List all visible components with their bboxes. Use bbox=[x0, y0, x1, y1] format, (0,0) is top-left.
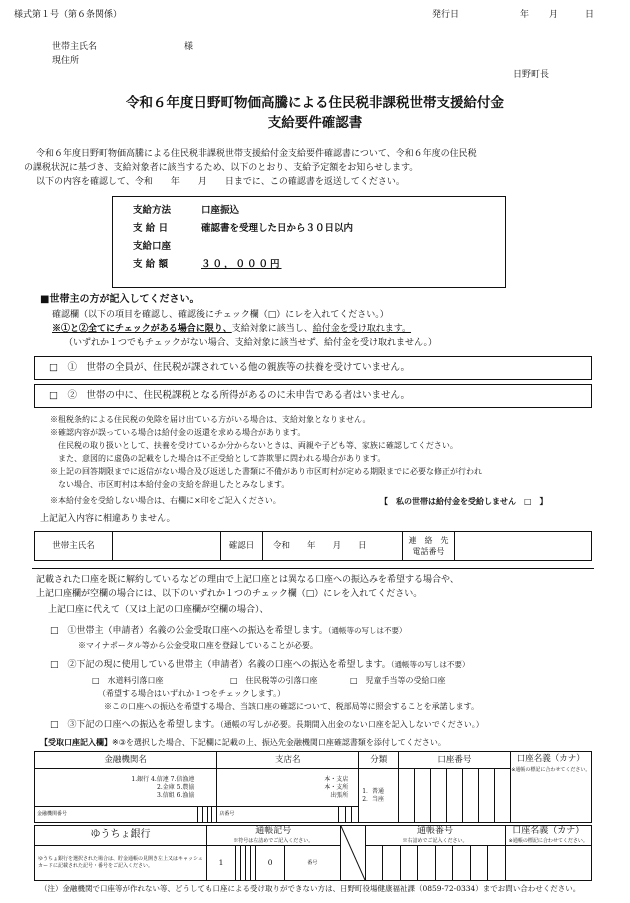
issue-month: 月 bbox=[549, 10, 559, 20]
intro-line-3: 以下の内容を確認して、令和 年 月 日までに、この確認書を返送してください。 bbox=[36, 177, 405, 187]
account-digit[interactable] bbox=[478, 769, 494, 823]
honorific: 様 bbox=[184, 42, 194, 52]
bank-name-header: 金融機関名 bbox=[35, 752, 217, 769]
yucho-kana-header: 口座名義（カナ） ※通帳の標記に合わせてください。 bbox=[505, 826, 591, 846]
branch-code-label: 店番号 bbox=[217, 807, 339, 823]
refuse-checkbox[interactable]: 【 私の世帯は給付金を受給しません □ 】 bbox=[380, 496, 548, 506]
bank-code-label: 金融機関番号 bbox=[35, 807, 198, 823]
form-number: 様式第１号（第６条関係） bbox=[14, 10, 123, 20]
yucho-bank-name: ゆうちょ銀行 bbox=[35, 826, 207, 846]
account-digit[interactable] bbox=[399, 769, 415, 823]
option-2-note-1: （希望する場合はいずれか１つをチェックします。） bbox=[98, 689, 286, 698]
account-digit[interactable] bbox=[462, 769, 478, 823]
account-digit[interactable] bbox=[431, 769, 447, 823]
slash-cell bbox=[340, 826, 365, 881]
option-2-choice-1[interactable]: □ 水道料引落口座 bbox=[92, 676, 164, 685]
section1-line3: （いずれか１つでもチェックがない場合、支給対象に該当せず、給付金を受け取れません。） bbox=[64, 338, 438, 348]
section1-line2: ※①と②全てにチェックがある場合に限り、支給対象に該当し、給付金を受け取れます。 bbox=[52, 324, 412, 334]
option-1[interactable]: □ ①世帯主（申請者）名義の公金受取口座への振込を希望します。（通帳等の写しは不要） bbox=[50, 626, 407, 636]
option-2-choice-2[interactable]: □ 住民税等の引落口座 bbox=[230, 676, 318, 685]
date-value: 確認書を受理した日から３０日以内 bbox=[201, 223, 354, 234]
bango-digit[interactable] bbox=[470, 846, 488, 881]
confirm-name-input[interactable] bbox=[113, 532, 221, 561]
option-2-note-2: ※この口座への振込を希望する場合、当該口座の確認について、税部局等に照会することを承諾します。 bbox=[104, 702, 480, 711]
class-header: 分類 bbox=[359, 752, 399, 769]
section1-line1: 確認欄（以下の項目を確認し、確認後にチェック欄（□）にレを入れてください。） bbox=[52, 310, 389, 320]
yucho-bango-header: 通帳番号 ※右詰めでご記入ください。 bbox=[365, 826, 505, 846]
option-2-choice-3[interactable]: □ 児童手当等の受給口座 bbox=[350, 676, 446, 685]
title-line-1: 令和６年度日野町物価高騰による住民税非課税世帯支援給付金 bbox=[126, 95, 504, 111]
payment-box bbox=[112, 196, 506, 288]
note-1: ※租税条約による住民税の免除を届け出ている方がいる場合は、支給対象となりません。 bbox=[50, 415, 371, 424]
branch-type-options[interactable]: 本・支店 本・支所 出張所 bbox=[217, 769, 359, 807]
amount-value: ３０，０００円 bbox=[201, 259, 282, 270]
kigo-digit: 0 bbox=[256, 846, 285, 881]
option-2[interactable]: □ ②下記の現に使用している世帯主（申請者）名義の口座への振込を希望します。（通帳等の写しは不要） bbox=[50, 660, 470, 670]
section2-line2: 上記口座欄が空欄の場合には、以下のいずれか１つのチェック欄（□）にレを入れてください。 bbox=[36, 589, 423, 599]
yucho-kigo-header: 通帳記号 ※符号は左詰めでご記入ください。 bbox=[207, 826, 341, 846]
section2-line1: 記載された口座を既に解約しているなどの理由で上記口座とは異なる口座への振込みを希望する場合や、 bbox=[36, 575, 459, 585]
confirm-table bbox=[34, 531, 592, 561]
bank-account-table bbox=[34, 751, 592, 823]
confirm-date-input[interactable]: 令和 年 月 日 bbox=[263, 532, 403, 561]
mayor: 日野町長 bbox=[513, 70, 550, 80]
account-digit[interactable] bbox=[415, 769, 431, 823]
contact-label: 連 絡 先 電話番号 bbox=[403, 532, 455, 561]
kigo-suffix: 番号 bbox=[285, 846, 340, 881]
yucho-note: ゆうちょ銀行を選択された場合は、貯金通帳の見開き左上又はキャッシュカードに記載された記号・番号をご記入ください。 bbox=[35, 846, 207, 881]
section2-line3: 上記口座に代えて（又は上記の口座欄が空欄の場合）、 bbox=[48, 605, 269, 615]
issue-date-label: 発行日 bbox=[432, 10, 460, 20]
check-item-2[interactable]: □ ② 世帯の中に、住民税課税となる所得があるのに未申告である者はいません。 bbox=[34, 384, 592, 408]
account-heading: 【受取口座記入欄】※③を選択した場合、下記欄に記載の上、振込先金融機関口座確認書類を添付してください。 bbox=[40, 737, 446, 747]
bango-digit[interactable] bbox=[400, 846, 418, 881]
branch-header: 支店名 bbox=[217, 752, 359, 769]
note-2: ※確認内容が誤っている場合は給付金の返還を求める場合があります。 bbox=[50, 428, 306, 437]
bango-digit[interactable] bbox=[418, 846, 436, 881]
bango-digit[interactable] bbox=[453, 846, 471, 881]
bango-digit[interactable] bbox=[365, 846, 383, 881]
bango-digit[interactable] bbox=[383, 846, 401, 881]
bango-digit[interactable] bbox=[488, 846, 506, 881]
note-4: また、意図的に虚偽の記載をした場合は不正受給として詐欺罪に問われる場合があります。 bbox=[58, 454, 386, 463]
contact-input[interactable] bbox=[455, 532, 592, 561]
section1-heading: ■世帯主の方が記入してください。 bbox=[40, 294, 200, 305]
check-item-1[interactable]: □ ① 世帯の全員が、住民税が課されている他の親族等の扶養を受けていません。 bbox=[34, 356, 592, 380]
divider bbox=[32, 568, 594, 569]
note-3: 住民税の取り扱いとして、扶養を受けているか分からないときは、両親や子ども等、家族に確認してください。 bbox=[58, 441, 458, 450]
account-number-header: 口座番号 bbox=[399, 752, 510, 769]
head-name-label: 世帯主氏名 bbox=[52, 42, 98, 52]
issue-day: 日 bbox=[585, 10, 595, 20]
yucho-table bbox=[34, 825, 592, 881]
account-kana-header: 口座名義（カナ） ※通帳の標記に合わせてください。 bbox=[510, 752, 591, 823]
bango-digit[interactable] bbox=[435, 846, 453, 881]
account-label: 支給口座 bbox=[133, 241, 172, 252]
bank-type-options[interactable]: 1.銀行 4.信連 7.信漁連 2.金庫 5.農協 3.信組 6.漁協 bbox=[35, 769, 217, 807]
branch-code-digit[interactable] bbox=[338, 807, 345, 823]
branch-code-digit[interactable] bbox=[352, 807, 359, 823]
date-label: 支 給 日 bbox=[133, 223, 169, 234]
branch-code-digit[interactable] bbox=[345, 807, 352, 823]
account-digit[interactable] bbox=[446, 769, 462, 823]
note-7: ※本給付金を受給しない場合は、右欄に×印をご記入ください。 bbox=[50, 496, 281, 505]
confirm-name-label: 世帯主氏名 bbox=[35, 532, 113, 561]
intro-line-2: の課税状況に基づき、支給対象者に該当するため、以下のとおり、支給予定額をお知らせします。 bbox=[24, 163, 419, 173]
intro-line-1: 令和６年度日野町物価高騰による住民税非課税世帯支援給付金支給要件確認書について、令和６年度の住民税 bbox=[36, 149, 477, 159]
method-label: 支給方法 bbox=[133, 205, 172, 216]
account-class-options[interactable]: 1．普通 2．当座 bbox=[359, 769, 399, 823]
address-label: 現住所 bbox=[52, 56, 80, 66]
issue-year: 年 bbox=[520, 10, 530, 20]
method-value: 口座振込 bbox=[201, 205, 240, 216]
kigo-digit: 1 bbox=[207, 846, 236, 881]
yucho-kana-input[interactable] bbox=[505, 846, 591, 881]
note-5: ※上記の回答期限までに返信がない場合及び返送した書類に不備があり市区町村が定める期限までに必要な修正が行われ bbox=[50, 467, 482, 476]
account-digit[interactable] bbox=[494, 769, 510, 823]
note-6: ない場合、市区町村は本給付金の支給を辞退したとみなします。 bbox=[58, 480, 290, 489]
confirm-text: 上記記入内容に相違ありません。 bbox=[40, 514, 176, 524]
option-3[interactable]: □ ③下記の口座への振込を希望します。（通帳の写しが必要。長期間入出金のない口座を記入しないでください。） bbox=[50, 720, 484, 730]
option-1-note: ※マイナポータル等から公金受取口座を登録していることが必要。 bbox=[78, 641, 318, 650]
confirm-date-label: 確認日 bbox=[221, 532, 263, 561]
footer-note: （注）金融機関で口座等が作れない等、どうしても口座による受け取りができない方は、日野町役場健康福祉課（0859-72-0334）までお問い合わせください。 bbox=[40, 884, 581, 893]
amount-label: 支 給 額 bbox=[133, 259, 169, 270]
title-line-2: 支給要件確認書 bbox=[267, 115, 363, 131]
